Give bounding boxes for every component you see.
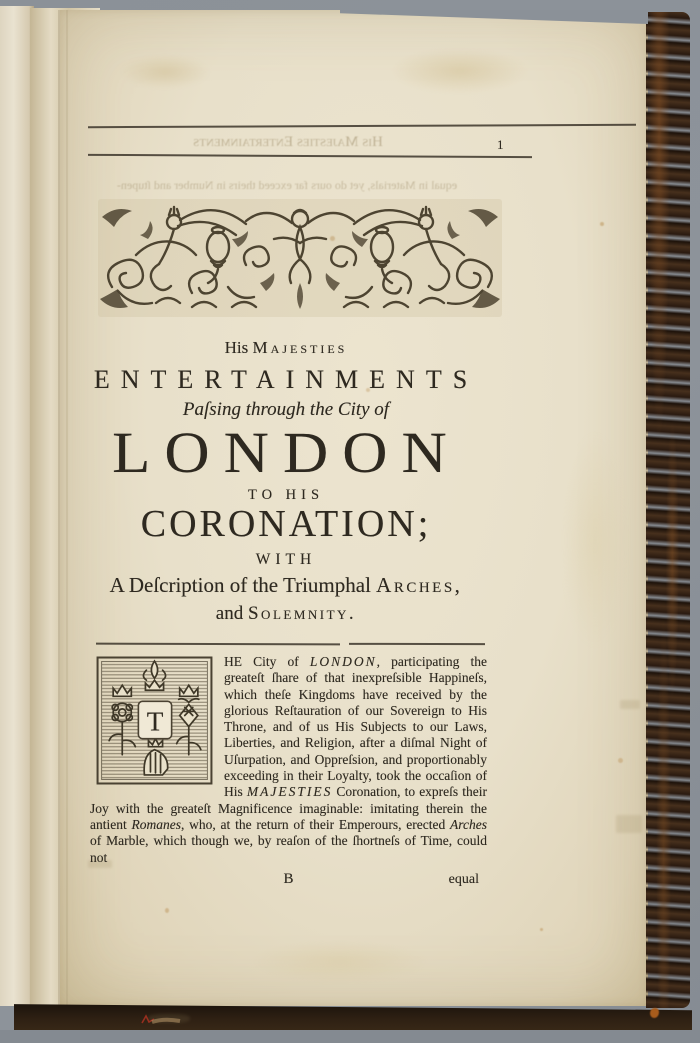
body-segment: HE City of	[224, 654, 310, 669]
body-paragraph	[90, 654, 487, 866]
body-segment: LONDON	[309, 654, 377, 669]
bleedthrough-line: equal in Materials, yet do ours far exceed theirs in Number and ſtupen-	[116, 178, 458, 192]
bleedthrough-heading: His Majesties Entertainments	[193, 134, 383, 150]
title-solemnity: Solemnity.	[247, 603, 357, 624]
title-with: WITH	[255, 551, 317, 568]
title-coronation: CORONATION;	[140, 503, 432, 545]
gutter-crease	[66, 10, 68, 1006]
title-majesties: Majesties	[252, 338, 348, 357]
woodcut-headpiece-icon	[96, 195, 504, 321]
headpiece-ornament	[96, 195, 504, 321]
body-segment: Romanes	[131, 816, 182, 832]
body-segment: of Marble, which though we, by reaſon of the ſhortneſs of Time, could not	[90, 833, 487, 865]
woodcut-initial-icon	[96, 656, 213, 785]
body-segment: Arches	[450, 816, 487, 832]
bleedthrough-smudge	[620, 700, 640, 709]
red-ink-mark	[140, 1014, 182, 1026]
title-and-solemnity	[84, 603, 488, 625]
title-his: His	[224, 338, 253, 357]
background-strip	[0, 1030, 700, 1043]
title-arches: Arches,	[376, 573, 463, 597]
drop-cap-block	[96, 656, 213, 785]
title-london	[84, 419, 488, 486]
gutter-crease	[58, 10, 60, 1006]
catchword: equal	[448, 872, 479, 887]
title-passing-through: Paſsing through the City of	[182, 399, 390, 420]
foxing-spot	[618, 758, 623, 763]
leather-fore-edge	[646, 12, 690, 1008]
body-segment: , who, at the return of their Emperours, erected	[181, 816, 450, 832]
page-number: 1	[497, 137, 504, 152]
title-description-prefix: A Deſcription of the Triumphal	[109, 573, 377, 597]
body-segment: , participating the greateſt ſhare of that inexpreſsible Happineſs, which theſe Kingdoms have received by the glorious Reſtauration of our Sovereign to His Throne, and of us His Subjects to our Laws, Liberties, and Religion, after a diſmal Night of Uſurpation, and Oppreſsion, and proportionably exceeding in their Loyalty, took the occaſion of His	[224, 654, 488, 800]
title-his-majesties	[84, 338, 488, 358]
title-and: and	[215, 603, 248, 624]
signature-mark: B	[283, 871, 294, 887]
facing-page-edge	[0, 6, 34, 1006]
title-description-arches	[84, 573, 488, 598]
body-segment: Coronation, to expreſs their Joy with the greateſt Magnificence imaginable: imitating therein the antient	[90, 784, 487, 832]
body-segment: MAJESTIES	[246, 784, 333, 800]
title-london-text: LONDON	[111, 420, 461, 485]
title-to-his: TO HIS	[247, 487, 325, 503]
foxing-spot	[600, 222, 604, 226]
drop-cap-letter: T	[146, 706, 164, 737]
title-entertainments: ENTERTAINMENTS	[93, 365, 479, 394]
bleedthrough-smudge	[616, 815, 642, 833]
foxing-spot	[540, 928, 543, 931]
foxing-spot	[165, 908, 169, 913]
